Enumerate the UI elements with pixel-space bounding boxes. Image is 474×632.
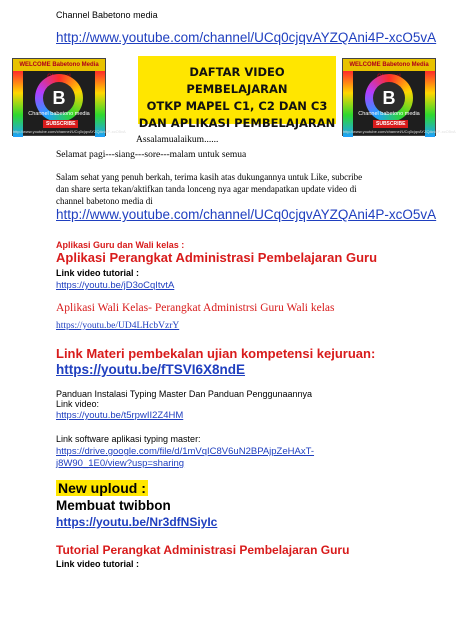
wali-video-link[interactable]: https://youtu.be/UD4LHcbVzrY — [56, 321, 180, 331]
rainbow-stripes-icon — [95, 71, 105, 137]
new-upload-badge — [56, 480, 148, 498]
thumb-welcome-text: WELCOME Babetono Media — [343, 59, 435, 71]
rainbow-stripes-icon — [425, 71, 435, 137]
thumb-channel-name: Channel babetono media — [28, 111, 90, 117]
guru-link-label: Link video tutorial : — [56, 268, 140, 278]
rainbow-stripes-icon — [343, 71, 353, 137]
rainbow-stripes-icon — [13, 71, 23, 137]
thumb-subscribe-badge: SUBSCRIBE — [373, 120, 408, 128]
software-link-label: Link software aplikasi typing master: — [56, 434, 201, 444]
banner-title-line1: DAFTAR VIDEO PEMBELAJARAN — [186, 65, 288, 96]
intro-line-4: channel babetono media di — [56, 196, 153, 206]
guru-video-link[interactable]: https://youtu.be/jD3oCqItvtA — [56, 280, 175, 291]
thumb-url: http://www.youtube.com/channel/UCq0cjqvAYZQAni4P-xcO5vA — [343, 129, 456, 134]
software-link-line2[interactable]: j8W90_1E0/view?usp=sharing — [56, 458, 185, 469]
thumb-subscribe-badge: SUBSCRIBE — [43, 120, 78, 128]
twibbon-video-link[interactable]: https://youtu.be/Nr3dfNSiyIc — [56, 515, 218, 529]
greeting: Assalamualaikum...... — [136, 135, 219, 145]
channel-logo-icon: B — [35, 74, 83, 122]
typing-video-link[interactable]: https://youtu.be/t5rpwII2Z4HM — [56, 410, 184, 421]
intro-line-2: Salam sehat yang penuh berkah, terima kasih atas dukungannya untuk Like, subcribe — [56, 172, 363, 182]
intro-line-3: dan share serta tekan/aktifkan tanda lonceng nya agar mendapatkan update video di — [56, 184, 357, 194]
ukk-title: Link Materi pembekalan ujian kompetensi kejuruan: — [56, 346, 376, 361]
thumb-url: http://www.youtube.com/channel/UCq0cjqvAYZQAni4P-xcO5vA — [13, 129, 126, 134]
thumb-channel-name: Channel babetono media — [358, 111, 420, 117]
twibbon-title: Membuat twibbon — [56, 498, 171, 513]
tutorial-link-label: Link video tutorial : — [56, 559, 140, 569]
channel-thumbnail-right — [342, 58, 456, 136]
channel-link-2[interactable]: http://www.youtube.com/channel/UCq0cjqvAYZQAni4P-xcO5vA — [56, 207, 437, 222]
thumb-welcome-text: WELCOME Babetono Media — [13, 59, 105, 71]
channel-link[interactable]: http://www.youtube.com/channel/UCq0cjqvAYZQAni4P-xcO5vA — [56, 30, 437, 45]
typing-title: Panduan Instalasi Typing Master Dan Panduan Penggunaannya — [56, 389, 313, 399]
channel-name: Channel Babetono media — [56, 10, 158, 20]
tutorial-title: Tutorial Perangkat Administrasi Pembelajaran Guru — [56, 543, 350, 557]
guru-title: Aplikasi Perangkat Administrasi Pembelajaran Guru — [56, 250, 378, 265]
wali-title: Aplikasi Wali Kelas- Perangkat Administrsi Guru Wali kelas — [56, 302, 335, 314]
channel-thumbnail-left — [12, 58, 126, 136]
banner-title-line2: OTKP MAPEL C1, C2 DAN C3 — [146, 99, 328, 113]
typing-link-label: Link video: — [56, 399, 100, 409]
channel-logo-icon: B — [365, 74, 413, 122]
new-upload-label: New uploud : — [58, 480, 146, 496]
banner-title — [138, 56, 336, 130]
intro-line-1: Selamat pagi---siang---sore---malam untuk semua — [56, 150, 247, 160]
banner-title-line3: DAN APLIKASI PEMBELAJARAN — [138, 116, 336, 130]
software-link-line1[interactable]: https://drive.google.com/file/d/1mVqIC8V6uN2BPAjpZeHAxT- — [56, 446, 315, 457]
ukk-video-link[interactable]: https://youtu.be/fTSVI6X8ndE — [56, 362, 246, 377]
guru-heading: Aplikasi Guru dan Wali kelas : — [56, 240, 185, 250]
